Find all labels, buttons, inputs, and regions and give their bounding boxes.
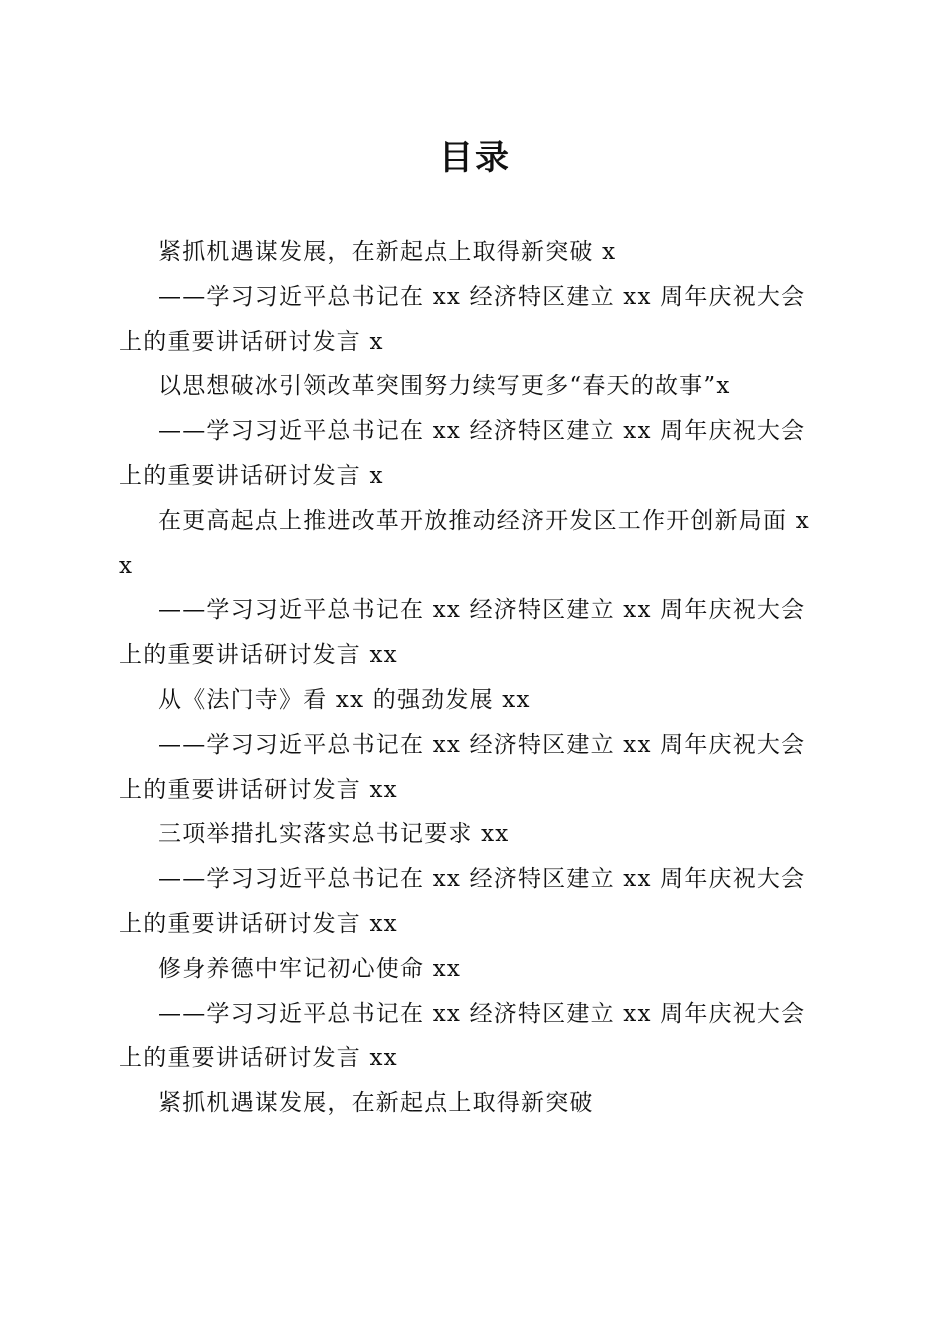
toc-entry-title: 修身养德中牢记初心使命 xx bbox=[158, 955, 462, 982]
page-title: 目录 bbox=[439, 138, 511, 178]
toc-entry-title: 以思想破冰引领改革突围努力续写更多“春天的故事”x bbox=[158, 373, 731, 400]
table-of-contents bbox=[119, 230, 824, 1126]
toc-entry-subtitle: ——学习习近平总书记在 xx 经济特区建立 xx 周年庆祝大会上的重要讲话研讨发言 xx bbox=[119, 731, 806, 803]
toc-entry-title: 从《法门寺》看 xx 的强劲发展 xx bbox=[158, 686, 531, 713]
toc-entry-subtitle: ——学习习近平总书记在 xx 经济特区建立 xx 周年庆祝大会上的重要讲话研讨发言 x bbox=[119, 283, 806, 355]
toc-entry-subtitle: ——学习习近平总书记在 xx 经济特区建立 xx 周年庆祝大会上的重要讲话研讨发言 xx bbox=[119, 597, 806, 669]
toc-entry-title: 在更高起点上推进改革开放推动经济开发区工作开创新局面 xx bbox=[119, 507, 810, 579]
toc-entry-subtitle: ——学习习近平总书记在 xx 经济特区建立 xx 周年庆祝大会上的重要讲话研讨发言 xx bbox=[119, 866, 806, 937]
toc-entry-title: 三项举措扎实落实总书记要求 xx bbox=[158, 821, 510, 848]
body-heading: 紧抓机遇谋发展，在新起点上取得新突破 bbox=[158, 1090, 594, 1117]
toc-entry-title: 紧抓机遇谋发展，在新起点上取得新突破 x bbox=[158, 239, 617, 265]
toc-entry-subtitle: ——学习习近平总书记在 xx 经济特区建立 xx 周年庆祝大会上的重要讲话研讨发言 x bbox=[119, 418, 806, 489]
toc-entry-subtitle: ——学习习近平总书记在 xx 经济特区建立 xx 周年庆祝大会上的重要讲话研讨发言 xx bbox=[119, 1000, 806, 1072]
